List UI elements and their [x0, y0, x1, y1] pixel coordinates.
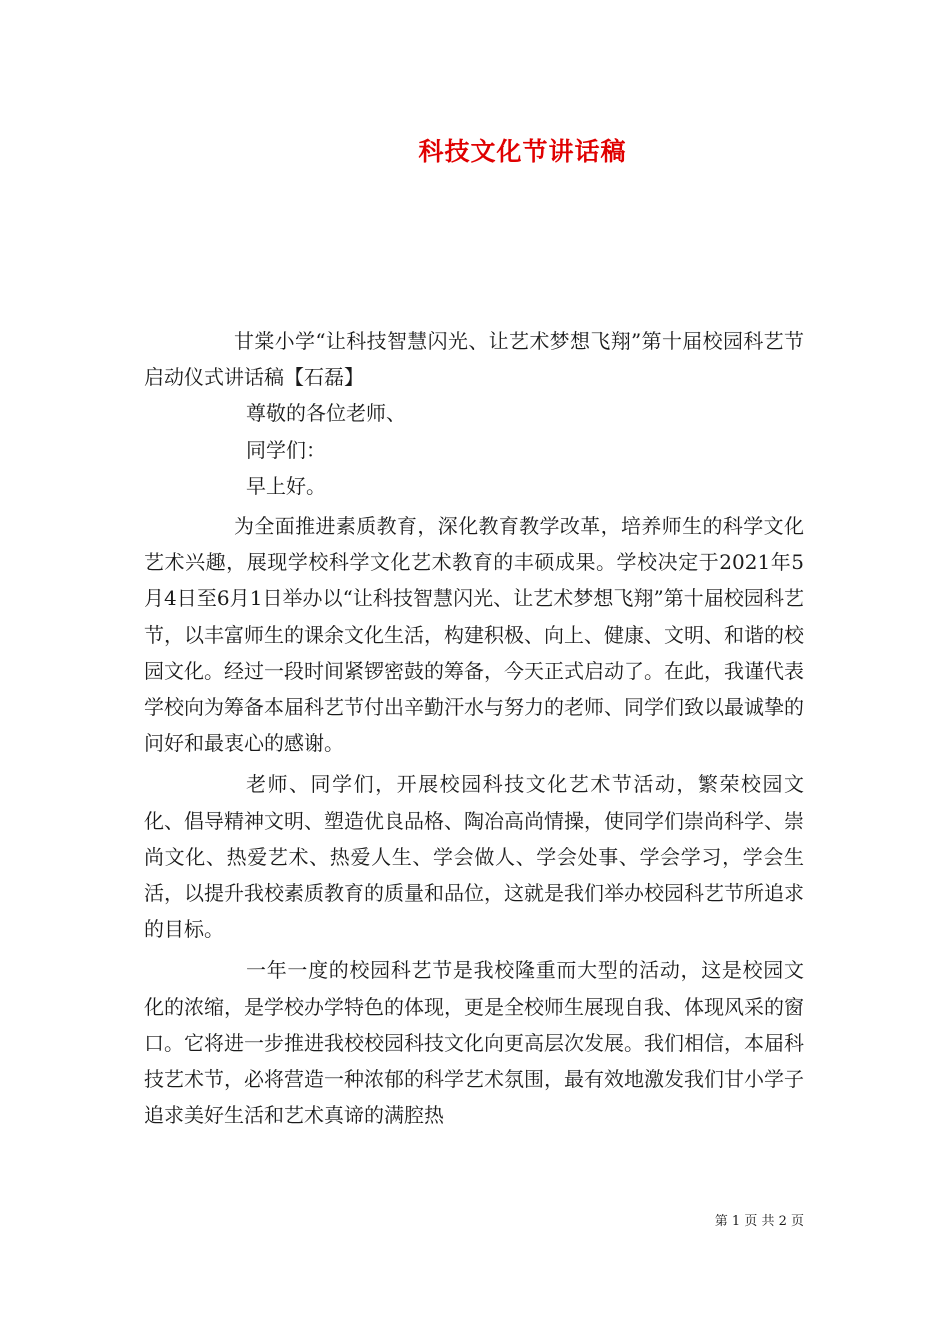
page-title: 科技文化节讲话稿: [418, 137, 627, 166]
greeting: 早上好。: [246, 473, 326, 498]
page-number: 第 1 页 共 2 页: [714, 1214, 804, 1229]
document-body: [144, 323, 804, 1133]
heading-paragraph: 甘棠小学“让科技智慧闪光、让艺术梦想飞翔”第十届校园科艺节启动仪式讲话稿【石磊】: [144, 329, 804, 390]
salutation-line-1: 尊敬的各位老师、: [246, 401, 406, 426]
body-paragraph-3: 一年一度的校园科艺节是我校隆重而大型的活动，这是校园文化的浓缩，是学校办学特色的体现，更是全校师生展现自我、体现风采的窗口。它将进一步推进我校校园科技文化向更高层次发展。我们相信，本届科技艺术节，必将营造一种浓郁的科学艺术氛围，最有效地激发我们甘小学子追求美好生活和艺术真谛的满腔热: [144, 958, 804, 1128]
salutation-line-2: 同学们：: [246, 437, 326, 462]
body-paragraph-2: 老师、同学们，开展校园科技文化艺术节活动，繁荣校园文化、倡导精神文明、塑造优良品格、陶冶高尚情操，使同学们崇尚科学、崇尚文化、热爱艺术、热爱人生、学会做人、学会处事、学会学习，学会生活，以提升我校素质教育的质量和品位，这就是我们举办校园科艺节所追求的目标。: [144, 772, 804, 942]
body-paragraph-1: 为全面推进素质教育，深化教育教学改革，培养师生的科学文化艺术兴趣，展现学校科学文化艺术教育的丰硕成果。学校决定于2021年5月4日至6月1日举办以“让科技智慧闪光、让艺术梦想飞翔”第十届校园科艺节，以丰富师生的课余文化生活，构建积极、向上、健康、文明、和谐的校园文化。经过一段时间紧锣密鼓的筹备，今天正式启动了。在此，我谨代表学校向为筹备本届科艺节付出辛勤汗水与努力的老师、同学们致以最诚挚的问好和最衷心的感谢。: [144, 514, 804, 756]
